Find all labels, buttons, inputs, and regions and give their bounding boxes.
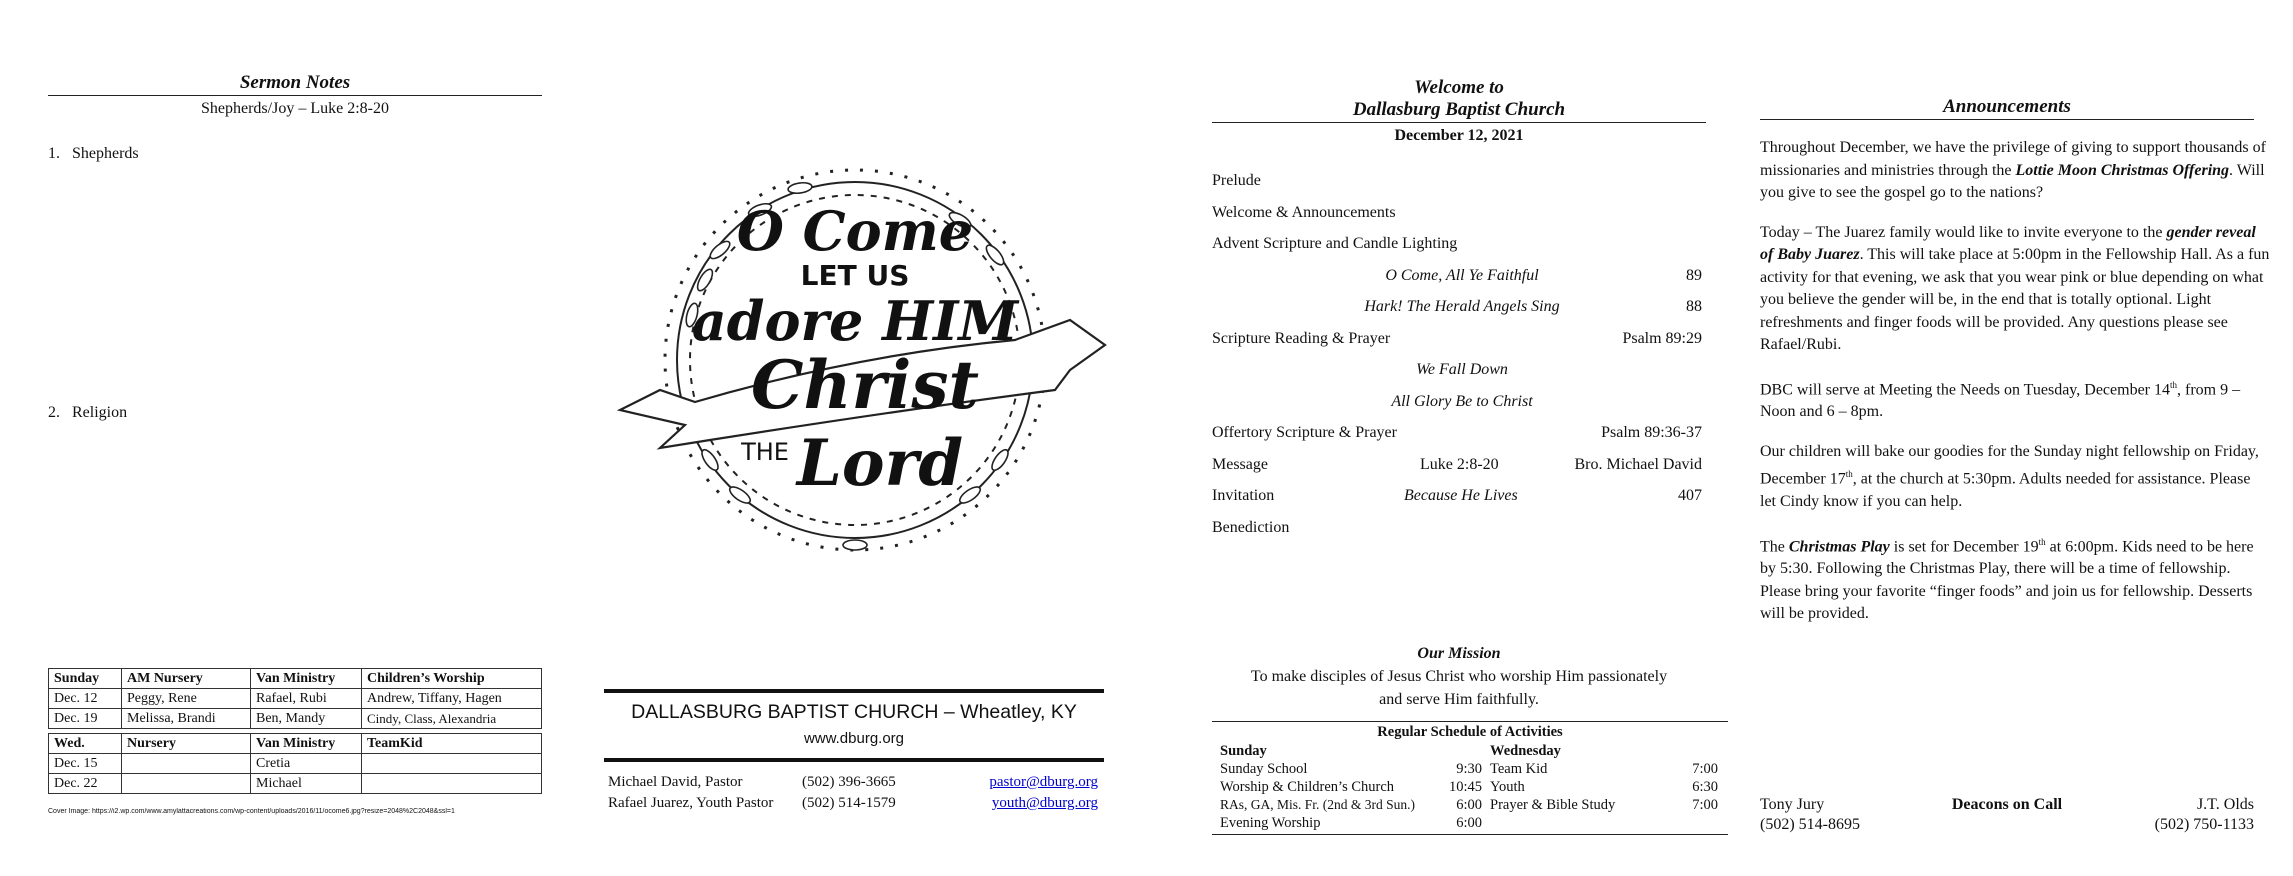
table-header: Sunday bbox=[49, 669, 122, 689]
day-label: Sunday bbox=[1220, 743, 1267, 759]
activity-time: 6:00 bbox=[1456, 797, 1482, 813]
announcement: DBC will serve at Meeting the Needs on Tuesday, December 14th, from 9 – Noon and 6 – 8pm. bbox=[1760, 379, 2241, 421]
activity-time: 7:00 bbox=[1692, 797, 1718, 813]
table-cell: Cretia bbox=[251, 754, 362, 774]
table-cell: Andrew, Tiffany, Hagen bbox=[362, 689, 542, 709]
table-header: TeamKid bbox=[362, 734, 542, 754]
activities-box bbox=[1212, 721, 1728, 835]
sunday-activities bbox=[1216, 742, 1486, 832]
table-cell: Ben, Mandy bbox=[251, 709, 362, 729]
activity-time: 9:30 bbox=[1456, 761, 1482, 777]
announcements-body bbox=[1760, 137, 2270, 643]
art-text: adore HIM bbox=[691, 289, 1019, 353]
item-label: Scripture Reading & Prayer bbox=[1212, 329, 1391, 347]
list-item bbox=[1212, 456, 1702, 474]
item-label: Welcome & Announcements bbox=[1212, 203, 1396, 221]
announcements-panel bbox=[1760, 0, 2270, 876]
contact-phone: (502) 514-1579 bbox=[802, 795, 896, 811]
item-label: Benediction bbox=[1212, 518, 1290, 536]
table-cell: Dec. 22 bbox=[49, 774, 122, 794]
hymn-number: 88 bbox=[1686, 298, 1702, 315]
table-row bbox=[49, 754, 542, 774]
contact-name: Michael David, Pastor bbox=[608, 774, 743, 790]
sermon-point-1: 1. Shepherds bbox=[48, 145, 139, 162]
hymn-title: Hark! The Herald Angels Sing bbox=[1364, 298, 1560, 315]
list-item bbox=[1212, 424, 1702, 442]
item-label: Advent Scripture and Candle Lighting bbox=[1212, 235, 1458, 252]
table-row bbox=[1216, 814, 1486, 832]
list-item bbox=[1212, 519, 1702, 537]
table-cell: Melissa, Brandi bbox=[122, 709, 251, 729]
activity-time: 10:45 bbox=[1448, 779, 1482, 795]
table-header: Nursery bbox=[122, 734, 251, 754]
activity-time: 6:30 bbox=[1692, 779, 1718, 795]
activity-name: Evening Worship bbox=[1220, 815, 1321, 831]
art-text: LET US bbox=[800, 259, 910, 292]
table-row bbox=[1216, 778, 1486, 796]
deacon-phone: (502) 514-8695 bbox=[1760, 816, 1860, 833]
activity-name: Prayer & Bible Study bbox=[1490, 797, 1616, 813]
deacons-label: Deacons on Call bbox=[1951, 796, 2063, 813]
table-cell bbox=[362, 774, 542, 794]
scripture-ref: Luke 2:8-20 bbox=[1420, 455, 1499, 473]
mission-line: and serve Him faithfully. bbox=[1379, 691, 1539, 708]
list-item bbox=[1212, 330, 1702, 348]
table-header-row bbox=[49, 669, 542, 689]
table-cell: Rafael, Rubi bbox=[251, 689, 362, 709]
order-panel bbox=[1212, 0, 1718, 876]
item-label: Prelude bbox=[1212, 172, 1261, 189]
contact-name: Rafael Juarez, Youth Pastor bbox=[608, 795, 774, 811]
cover-panel bbox=[600, 0, 1110, 876]
list-item bbox=[1212, 204, 1702, 222]
table-cell bbox=[122, 774, 251, 794]
service-date: December 12, 2021 bbox=[1394, 127, 1524, 144]
table-row bbox=[1486, 760, 1722, 778]
wednesday-volunteer-table bbox=[48, 733, 542, 794]
sermon-subtitle: Shepherds/Joy – Luke 2:8-20 bbox=[201, 100, 389, 117]
table-header: Van Ministry bbox=[251, 734, 362, 754]
table-cell bbox=[122, 754, 251, 774]
table-cell: Peggy, Rene bbox=[122, 689, 251, 709]
list-item bbox=[1212, 235, 1702, 253]
contact-phone: (502) 396-3665 bbox=[802, 774, 896, 790]
list-item bbox=[1212, 487, 1702, 505]
table-header: Wed. bbox=[49, 734, 122, 754]
table-header: Children’s Worship bbox=[362, 669, 542, 689]
speaker: Bro. Michael David bbox=[1574, 455, 1702, 473]
activity-name: Worship & Children’s Church bbox=[1220, 779, 1395, 795]
order-of-service bbox=[1212, 172, 1702, 552]
hymn-number: 407 bbox=[1678, 487, 1702, 504]
cover-illustration bbox=[600, 140, 1110, 580]
art-text: THE bbox=[741, 438, 789, 466]
announcement: Our children will bake our goodies for the Sunday night fellowship on Friday, December 17th, at the church at 5:30pm. Adults needed for assistance. Please let Cindy know if you can help. bbox=[1760, 442, 2259, 511]
table-row bbox=[49, 709, 542, 729]
sunday-volunteer-table bbox=[48, 668, 542, 729]
art-text: Lord bbox=[796, 426, 964, 501]
deacon-name: J.T. Olds bbox=[2196, 796, 2254, 813]
table-row bbox=[1216, 796, 1486, 814]
church-bottom-rule bbox=[604, 758, 1104, 762]
table-row bbox=[1216, 760, 1486, 778]
sermon-point-2: 2. Religion bbox=[48, 404, 128, 421]
activity-name: Sunday School bbox=[1220, 761, 1308, 777]
activity-name: Team Kid bbox=[1490, 761, 1548, 777]
item-label: Message bbox=[1212, 455, 1268, 473]
wednesday-activities bbox=[1486, 742, 1722, 814]
song-title: All Glory Be to Christ bbox=[1391, 392, 1533, 410]
table-row bbox=[1486, 796, 1722, 814]
table-row bbox=[49, 689, 542, 709]
deacon-phone: (502) 750-1133 bbox=[2154, 816, 2254, 833]
contact-email-link[interactable]: youth@dburg.org bbox=[991, 795, 1098, 811]
table-row bbox=[49, 774, 542, 794]
church-website: www.dburg.org bbox=[803, 730, 905, 747]
art-text: O Come bbox=[736, 199, 974, 263]
table-cell: Dec. 12 bbox=[49, 689, 122, 709]
table-cell: Michael bbox=[251, 774, 362, 794]
table-cell: Dec. 19 bbox=[49, 709, 122, 729]
announcement: The Christmas Play is set for December 19th at 6:00pm. Kids need to be here by 5:30. Following the Christmas Play, there will be a time of fellowship. Please bring your favorite “finger foods” and join us for fellowship. Desserts will be provided. bbox=[1760, 536, 2254, 623]
church-title: Dallasburg Baptist Church bbox=[1212, 99, 1706, 123]
activities-title: Regular Schedule of Activities bbox=[1377, 724, 1563, 740]
deacon-name: Tony Jury bbox=[1760, 796, 1825, 813]
table-header: Van Ministry bbox=[251, 669, 362, 689]
mission-title: Our Mission bbox=[1417, 645, 1501, 662]
activity-time: 7:00 bbox=[1692, 761, 1718, 777]
sermon-panel bbox=[48, 0, 542, 876]
hymn-title: Because He Lives bbox=[1404, 487, 1518, 504]
contact-email-link[interactable]: pastor@dburg.org bbox=[989, 774, 1098, 790]
item-label: Invitation bbox=[1212, 487, 1275, 504]
announcement: Throughout December, we have the privilege of giving to support thousands of missionaries and ministries through the Lottie Moon Christmas Offering. Will you give to see the gospel go to the nations? bbox=[1760, 139, 2266, 201]
table-row bbox=[1486, 778, 1722, 796]
scripture-ref: Psalm 89:36-37 bbox=[1601, 424, 1702, 441]
sermon-title: Sermon Notes bbox=[48, 72, 542, 96]
art-text: Christ bbox=[750, 346, 980, 424]
announcements-title: Announcements bbox=[1760, 96, 2254, 120]
song-title: We Fall Down bbox=[1416, 361, 1508, 378]
table-header-row bbox=[49, 734, 542, 754]
day-label: Wednesday bbox=[1490, 743, 1561, 759]
activity-time: 6:00 bbox=[1456, 815, 1482, 831]
table-cell: Dec. 15 bbox=[49, 754, 122, 774]
cover-image-credit: Cover Image: https://i2.wp.com/www.amylattacreations.com/wp-content/uploads/2016/11/ocome6.jpg?resize=2048%2C2048&ssl=1 bbox=[48, 808, 455, 815]
item-label: Offertory Scripture & Prayer bbox=[1212, 424, 1397, 441]
hymn-title: O Come, All Ye Faithful bbox=[1385, 266, 1539, 284]
scripture-ref: Psalm 89:29 bbox=[1622, 329, 1702, 347]
church-name: DALLASBURG BAPTIST CHURCH – Wheatley, KY bbox=[631, 701, 1077, 723]
table-cell: Cindy, Class, Alexandria bbox=[362, 709, 542, 729]
announcement: Today – The Juarez family would like to invite everyone to the gender reveal of Baby Juarez. This will take place at 5:00pm in the Fellowship Hall. As a fun activity for that evening, we ask that you wear pink or blue depending on what you believe the gender will be, in the end that is totally optional. Light refreshments and finger foods will be provided. Any questions please see Rafael/Rubi. bbox=[1760, 223, 2270, 353]
welcome-line: Welcome to bbox=[1414, 77, 1504, 98]
mission-line: To make disciples of Jesus Christ who worship Him passionately bbox=[1250, 668, 1668, 685]
activity-name: RAs, GA, Mis. Fr. (2nd & 3rd Sun.) bbox=[1220, 797, 1416, 812]
table-header: AM Nursery bbox=[122, 669, 251, 689]
church-top-rule bbox=[604, 689, 1104, 693]
hymn-number: 89 bbox=[1686, 266, 1702, 284]
activity-name: Youth bbox=[1490, 779, 1525, 795]
table-cell bbox=[362, 754, 542, 774]
list-item bbox=[1212, 172, 1702, 190]
